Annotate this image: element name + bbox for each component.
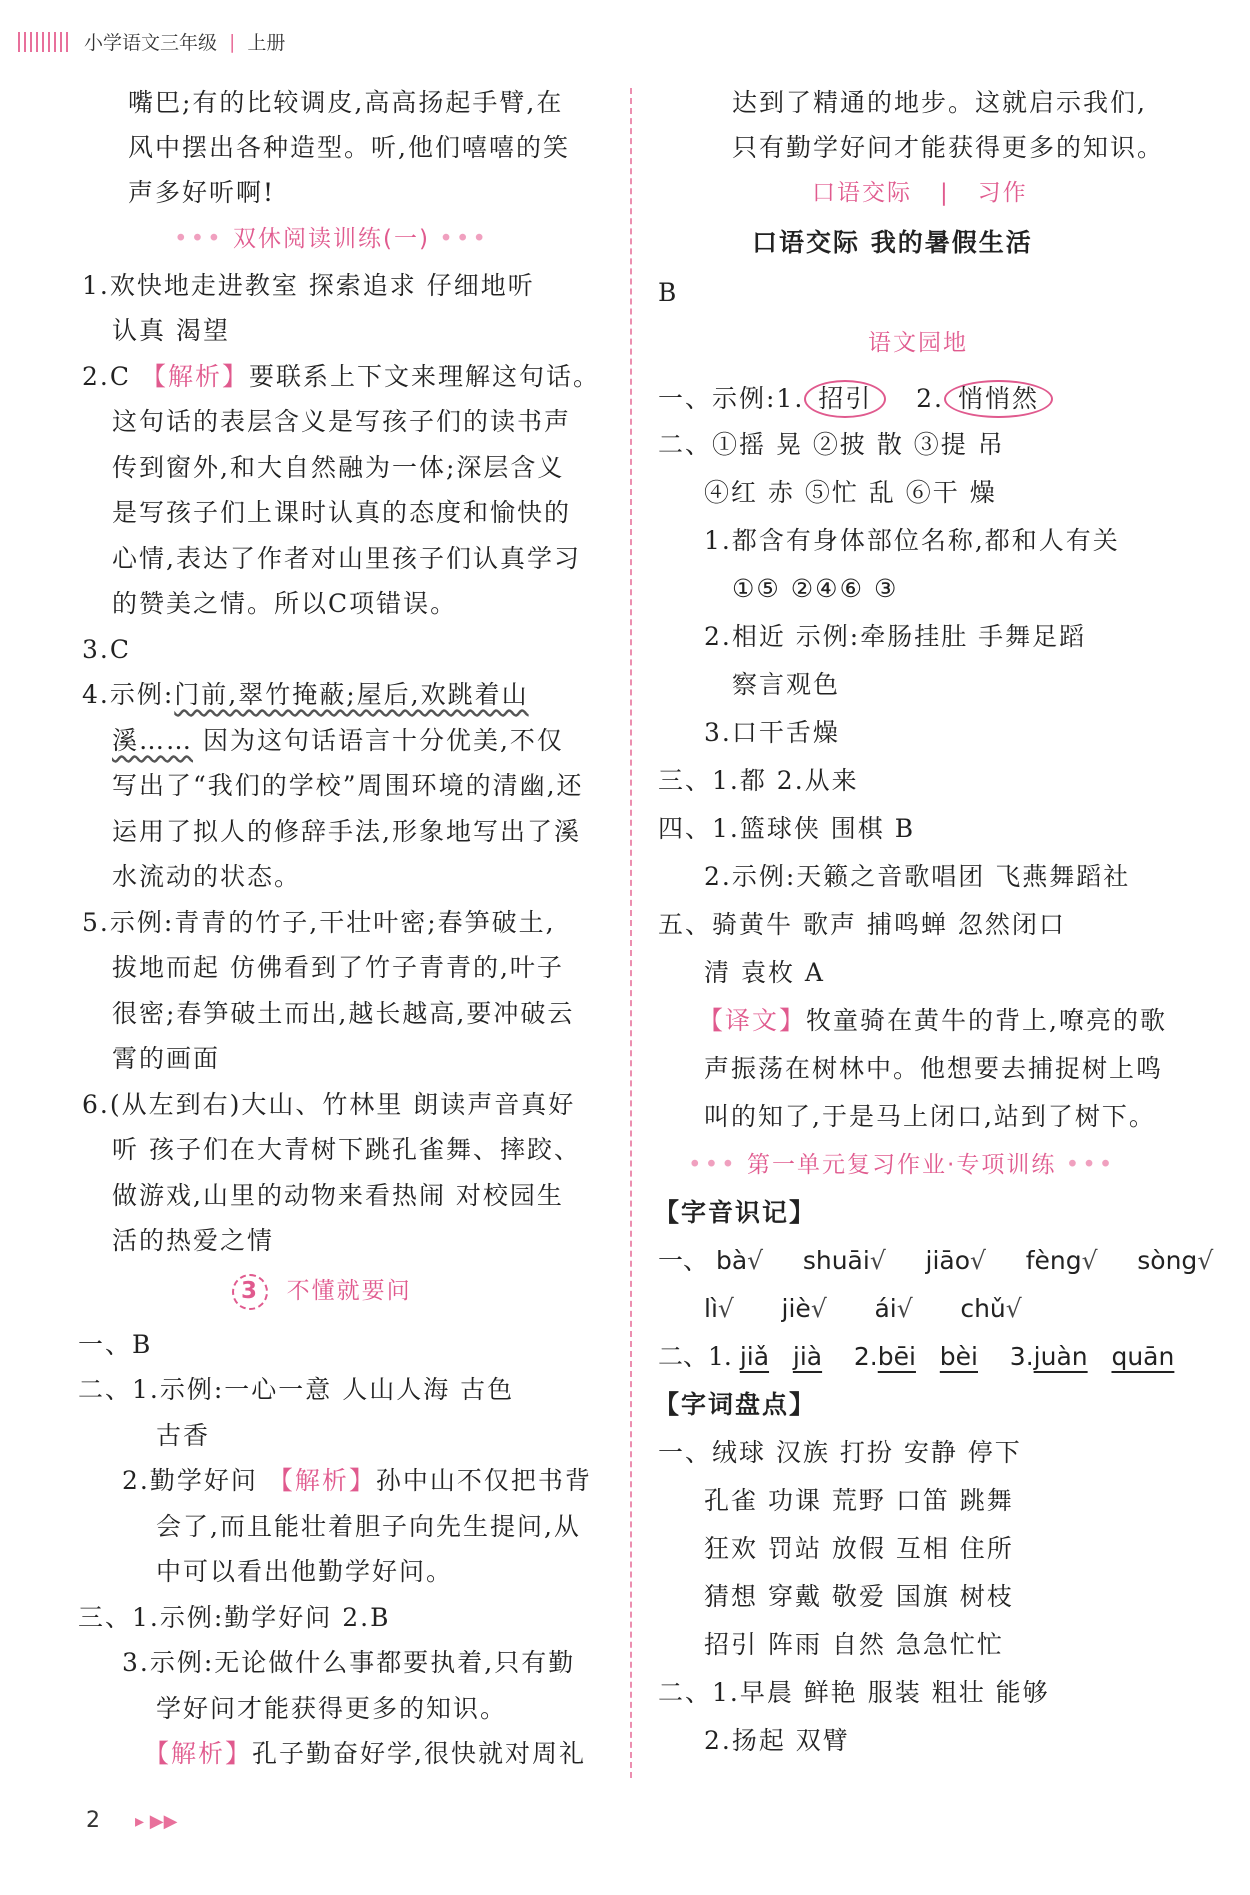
header-stripes-decoration: [18, 32, 70, 52]
pinyin-row: lì√ jiè√ ái√ chǔ√: [704, 1294, 1022, 1323]
pinyin-row: 二、1. jiǎ jià 2.bēi bèi 3.juàn quān: [658, 1342, 1175, 1371]
section-heading: 口语交际 | 习作: [812, 180, 1028, 206]
text-line: 水流动的状态。: [112, 862, 302, 891]
text-line: 霄的画面: [112, 1044, 221, 1073]
circled-word: 悄悄然: [944, 380, 1053, 418]
text-line: 达到了精通的地步。这就启示我们,: [732, 88, 1147, 117]
text-line: 一、B: [78, 1330, 153, 1359]
text-line: 狂欢 罚站 放假 互相 住所: [704, 1534, 1014, 1563]
text-line: ①⑤ ②④⑥ ③: [732, 574, 899, 603]
text-line: 三、1.示例:勤学好问 2.B: [78, 1603, 391, 1632]
answer-1: 1.欢快地走进教室 探索追求 仔细地听: [82, 271, 535, 300]
translation-tag: 【译文】: [698, 1006, 807, 1035]
text-line: ④红 赤 ⑤忙 乱 ⑥干 燥: [704, 478, 997, 507]
text-line: 一、绒球 汉族 打扮 安静 停下: [658, 1438, 1022, 1467]
book-volume: 上册: [247, 32, 286, 54]
text-line: 3.口干舌燥: [704, 718, 840, 747]
text-line: 听 孩子们在大青树下跳孔雀舞、摔跤、: [112, 1135, 581, 1164]
text-line: 二、1.早晨 鲜艳 服装 粗壮 能够: [658, 1678, 1050, 1707]
lesson-heading: [232, 1274, 412, 1310]
text-line: 溪…… 因为这句话语言十分优美,不仅: [112, 726, 564, 755]
analysis-tag: 【解析】: [267, 1466, 376, 1495]
text-line: 叫的知了,于是马上闭口,站到了树下。: [704, 1102, 1156, 1131]
text-line: 风中摆出各种造型。听,他们嘻嘻的笑: [128, 133, 570, 162]
analysis-tag: 【解析】: [140, 362, 249, 391]
circled-word: 招引: [804, 380, 886, 418]
page-header: 小学语文三年级 | 上册: [18, 28, 285, 55]
text-line: 招引 阵雨 自然 急急忙忙: [704, 1630, 1004, 1659]
text-line: 【解析】孔子勤奋好学,很快就对周礼: [144, 1739, 586, 1768]
text-line: 心情,表达了作者对山里孩子们认真学习: [112, 544, 581, 573]
page-number: 2: [86, 1808, 100, 1833]
subheading: 【字词盘点】: [654, 1390, 817, 1419]
answer-6: 6.(从左到右)大山、竹林里 朗读声音真好: [82, 1090, 576, 1119]
oral-title: 口语交际 我的暑假生活: [752, 228, 1033, 257]
text-line: 很密;春笋破土而出,越长越高,要冲破云: [112, 999, 575, 1028]
text-line: 五、骑黄牛 歌声 捕鸣蝉 忽然闭口: [658, 910, 1066, 939]
lesson-number-badge: 3: [232, 1274, 268, 1310]
analysis-tag: 【解析】: [144, 1739, 253, 1768]
text-line: 是写孩子们上课时认真的态度和愉快的: [112, 498, 572, 527]
text-line: 清 袁枚 A: [704, 958, 825, 987]
text-line: 这句话的表层含义是写孩子们的读书声: [112, 407, 572, 436]
text-line: 1.都含有身体部位名称,都和人有关: [704, 526, 1120, 555]
text-line: 传到窗外,和大自然融为一体;深层含义: [112, 453, 565, 482]
section-heading: ••• 第一单元复习作业·专项训练 •••: [688, 1152, 1116, 1178]
text-line: 一、示例:1. 招引 2. 悄悄然: [658, 380, 1053, 418]
section-heading: 语文园地: [868, 330, 968, 356]
text-line: B: [658, 278, 679, 307]
column-divider: [630, 88, 632, 1778]
text-line: 3.示例:无论做什么事都要执着,只有勤: [122, 1648, 576, 1677]
text-line: 声多好听啊!: [128, 178, 276, 207]
text-line: 写出了“我们的学校”周围环境的清幽,还: [112, 771, 584, 800]
text-line: 察言观色: [732, 670, 841, 699]
text-line: 运用了拟人的修辞手法,形象地写出了溪: [112, 817, 581, 846]
answer-4: 4.示例:门前,翠竹掩蔽;屋后,欢跳着山: [82, 680, 529, 709]
text-line: 的赞美之情。所以C项错误。: [112, 589, 458, 618]
text-line: 【译文】牧童骑在黄牛的背上,嘹亮的歌: [698, 1006, 1167, 1035]
text-line: 二、1.示例:一心一意 人山人海 古色: [78, 1375, 515, 1404]
text-line: 中可以看出他勤学好问。: [156, 1557, 454, 1586]
answer-2: 2.C 【解析】要联系上下文来理解这句话。: [82, 362, 600, 391]
text-line: 做游戏,山里的动物来看热闹 对校园生: [112, 1181, 564, 1210]
text-line: 二、①摇 晃 ②披 散 ③提 吊: [658, 430, 1005, 459]
lesson-title: 不懂就要问: [286, 1278, 412, 1304]
text-line: 猜想 穿戴 敬爱 国旗 树枝: [704, 1582, 1014, 1611]
text-line: 活的热爱之情: [112, 1226, 275, 1255]
text-line: 2.示例:天籁之音歌唱团 飞燕舞蹈社: [704, 862, 1131, 891]
text-line: 2.相近 示例:牵肠挂肚 手舞足蹈: [704, 622, 1087, 651]
text-line: 三、1.都 2.从来: [658, 766, 859, 795]
arrow-decoration-icon: ▸ ▶▶: [135, 1811, 178, 1832]
text-line: 孔雀 功课 荒野 口笛 跳舞: [704, 1486, 1014, 1515]
text-line: 声振荡在树林中。他想要去捕捉树上鸣: [704, 1054, 1164, 1083]
text-line: 2.扬起 双臂: [704, 1726, 850, 1755]
text-line: 拔地而起 仿佛看到了竹子青青的,叶子: [112, 953, 564, 982]
section-heading: ••• 双休阅读训练(一) •••: [174, 226, 489, 252]
page-footer: [86, 1808, 177, 1833]
text-line: 嘴巴;有的比较调皮,高高扬起手臂,在: [128, 88, 564, 117]
text-line: 2.勤学好问 【解析】孙中山不仅把书背: [122, 1466, 592, 1495]
text-line: 学好问才能获得更多的知识。: [156, 1694, 508, 1723]
pinyin-row: 一、 bà√ shuāi√ jiāo√ fèng√ sòng√: [658, 1246, 1214, 1275]
answer-3: 3.C: [82, 635, 131, 664]
text-line: 会了,而且能壮着胆子向先生提问,从: [156, 1512, 581, 1541]
book-title: 小学语文三年级: [84, 32, 218, 54]
subheading: 【字音识记】: [654, 1198, 817, 1227]
text-line: 认真 渴望: [112, 316, 230, 345]
text-line: 古香: [156, 1421, 211, 1450]
text-line: 只有勤学好问才能获得更多的知识。: [732, 133, 1165, 162]
text-line: 四、1.篮球侠 围棋 B: [658, 814, 916, 843]
answer-5: 5.示例:青青的竹子,干壮叶密;春笋破土,: [82, 908, 556, 937]
